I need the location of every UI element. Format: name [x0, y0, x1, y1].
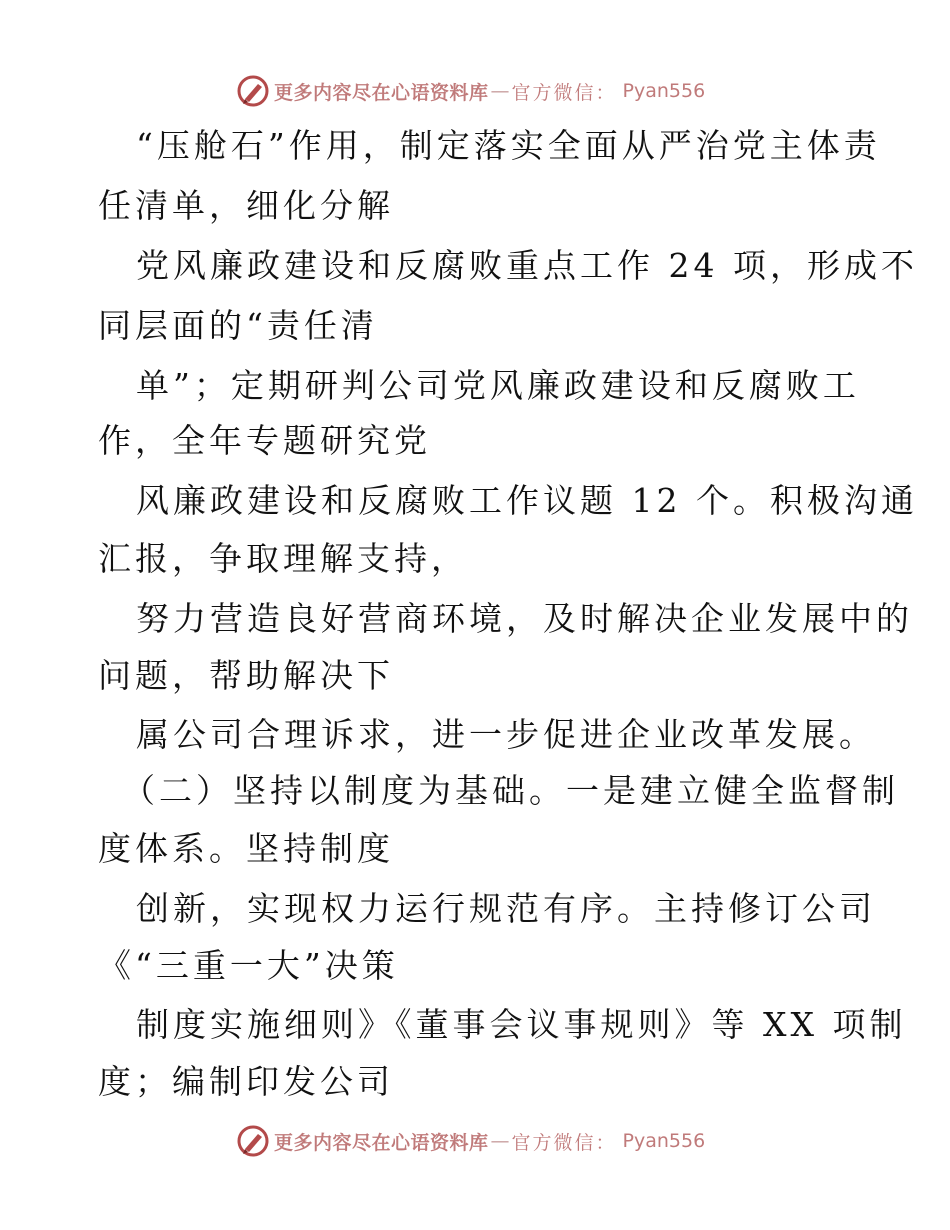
body-line: 党风廉政建设和反腐败重点工作 24 项，形成不 — [136, 246, 918, 285]
body-line: 风廉政建设和反腐败工作议题 12 个。积极沟通 — [136, 481, 918, 520]
footer-watermark — [236, 1124, 705, 1158]
body-line: 度体系。坚持制度 — [98, 829, 394, 868]
body-line: 汇报，争取理解支持， — [98, 539, 468, 578]
watermark-brand: 更多内容尽在心语资料库 — [274, 81, 489, 104]
body-line: 问题，帮助解决下 — [98, 656, 394, 695]
body-line: 努力营造良好营商环境，及时解决企业发展中的 — [136, 599, 913, 638]
body-line: 创新，实现权力运行规范有序。主持修订公司 — [136, 889, 876, 928]
watermark-dash: — — [490, 1130, 510, 1152]
body-line: 度；编制印发公司 — [98, 1062, 394, 1101]
pen-logo-icon — [236, 74, 270, 108]
body-line: （二）坚持以制度为基础。一是建立健全监督制 — [122, 771, 899, 810]
watermark-official-label: 官方微信： — [511, 1131, 617, 1154]
body-line: 作，全年专题研究党 — [98, 421, 431, 460]
watermark-brand: 更多内容尽在心语资料库 — [274, 1131, 489, 1154]
header-watermark — [236, 74, 705, 108]
watermark-dash: — — [490, 80, 510, 102]
body-line: 单”；定期研判公司党风廉政建设和反腐败工 — [136, 366, 860, 405]
body-line: 同层面的“责任清 — [98, 306, 378, 345]
body-line: 制度实施细则》《董事会议事规则》等 XX 项制 — [136, 1005, 907, 1044]
watermark-official-label: 官方微信： — [511, 81, 617, 104]
watermark-wechat-id: Pyan556 — [622, 1130, 706, 1152]
body-line: 《“三重一大”决策 — [98, 946, 399, 985]
watermark-wechat-id: Pyan556 — [622, 80, 706, 102]
body-line: 属公司合理诉求，进一步促进企业改革发展。 — [136, 715, 876, 754]
body-line: 任清单，细化分解 — [98, 186, 394, 225]
body-line: “压舱石”作用，制定落实全面从严治党主体责 — [136, 126, 881, 165]
pen-logo-icon — [236, 1124, 270, 1158]
